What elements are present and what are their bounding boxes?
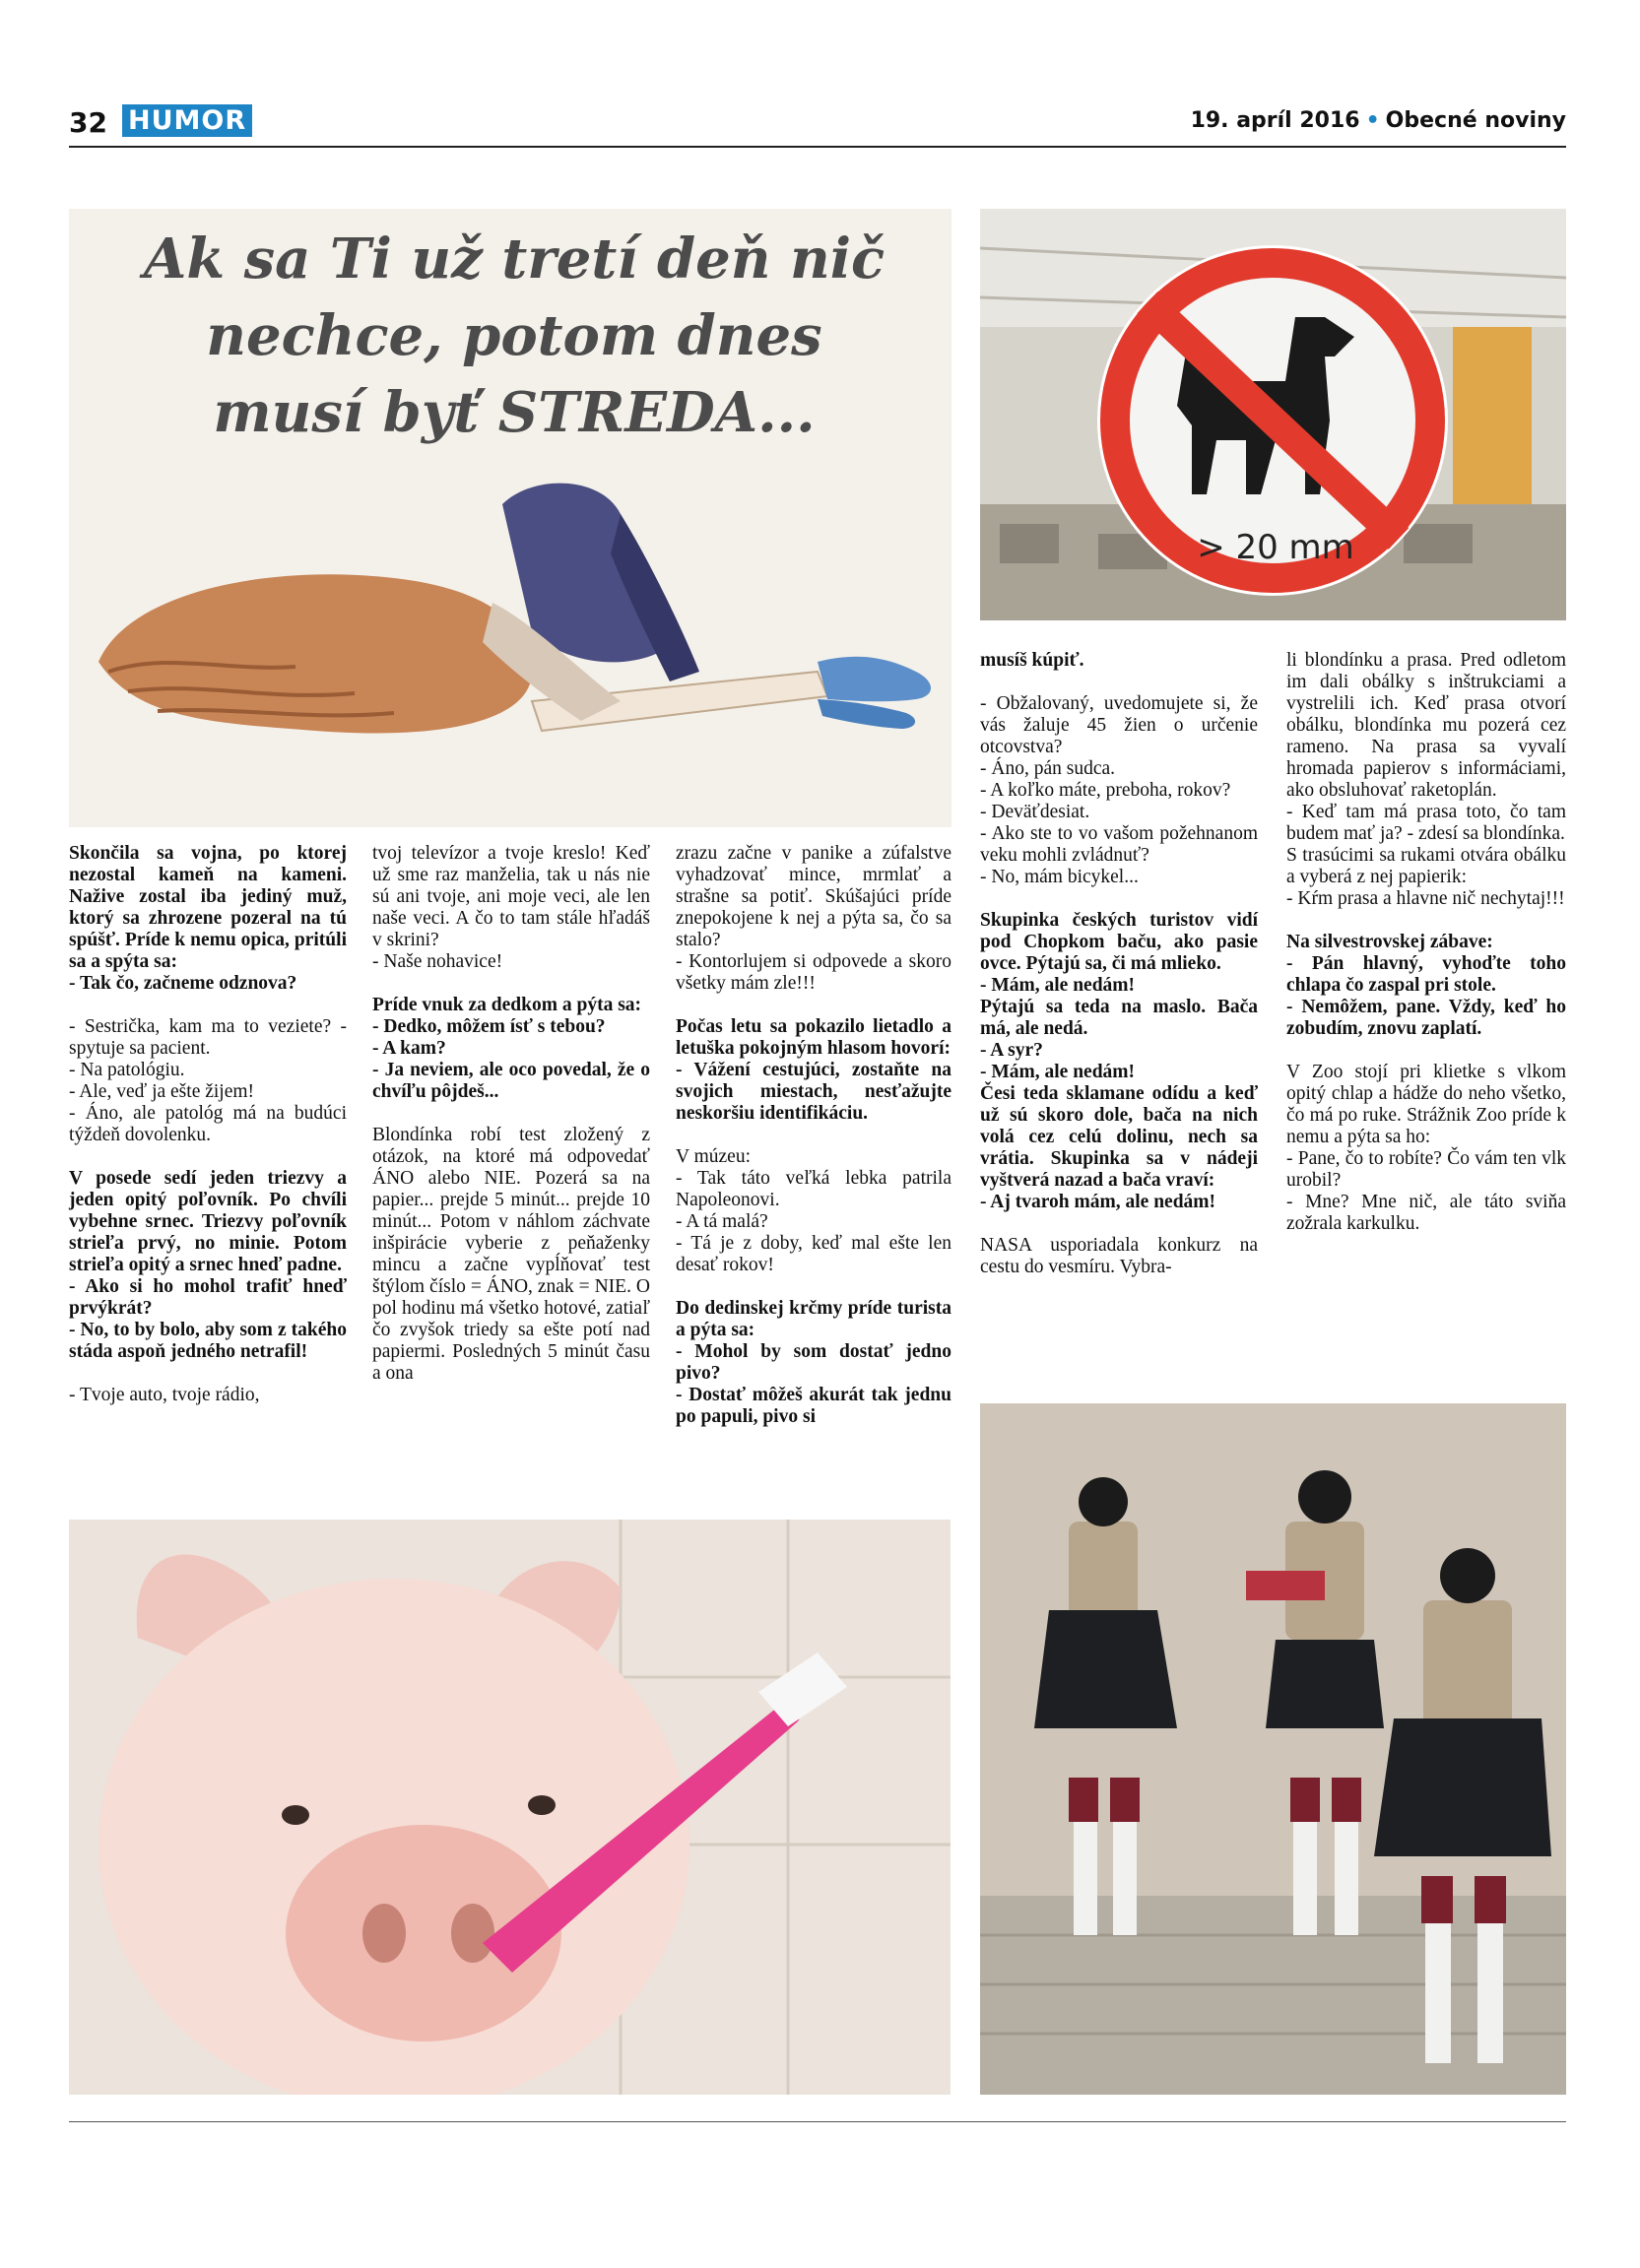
- cartoon-caption-line: Ak sa Ti už tretí deň nič: [143, 227, 886, 292]
- joke-paragraph: Skupinka českých turistov vidí pod Chopkom baču, ako pasie ovce. Pýtajú sa, či má mlieko. - Mám, ale nedám! Pýtajú sa teda na maslo. Bača má, ale nedá. - A syr? - Mám, ale nedám! Česi teda sklamane odídu a keď už sú skoro dole, bača na nich volá cez celú dolinu, nech sa vrátia. Skupinka sa v nádeji vyštverá nazad a bača vraví: - Aj tvaroh mám, ale nedám!: [980, 910, 1258, 1212]
- no-dogs-sign-illustration: [980, 209, 1566, 620]
- joke-paragraph: Na silvestrovskej zábave: - Pán hlavný, vyhoďte toho chlapa čo zaspal pri stole. - Nemôžem, pane. Vždy, keď ho zobudím, znovu zaplatí.: [1286, 932, 1566, 1039]
- guards-illustration: [980, 1403, 1566, 2095]
- joke-paragraph: V posede sedí jeden triezvy a jeden opitý poľovník. Po chvíli vybehne srnec. Triezvy poľovník strieľa prvý, no minie. Potom strieľa opitý a srnec hneď padne. - Ako si ho mohol trafiť hneď prvýkrát? - No, to by bolo, aby som z takého stáda aspoň jedného netrafil!: [69, 1168, 347, 1362]
- sign-label: > 20 mm: [1197, 528, 1354, 567]
- text-column-2: [372, 843, 650, 1385]
- joke-paragraph: musíš kúpiť.: [980, 650, 1084, 671]
- cartoon-caption-line: nechce, potom dnes: [206, 303, 822, 368]
- joke-paragraph: - Tvoje auto, tvoje rádio,: [69, 1385, 260, 1405]
- page-number: 32: [69, 106, 107, 139]
- joke-paragraph: - Sestrička, kam ma to veziete? - spytuje sa pacient. - Na patológiu. - Ale, veď ja ešte žijem! - Áno, ale patológ má na budúci týždeň dovolenku.: [69, 1016, 347, 1145]
- text-column-4: [980, 650, 1258, 1278]
- section-label: HUMOR: [122, 104, 252, 137]
- issue-date: 19. apríl 2016: [1190, 108, 1360, 133]
- footer-rule: [69, 2121, 1566, 2122]
- header-rule: [69, 146, 1566, 148]
- joke-paragraph: Počas letu sa pokazilo lietadlo a letuška pokojným hlasom hovorí: - Vážení cestujúci, zostaňte na svojich miestach, nesťažujte neskoršiu identifikáciu.: [676, 1016, 951, 1124]
- joke-paragraph: V Zoo stojí pri klietke s vlkom opitý chlap a hádže do neho všetko, čo má po ruke. Strážnik Zoo príde k nemu a pýta sa ho: - Pane, čo to robíte? Čo vám ten vlk urobil? - Mne? Mne nič, ale táto sviňa zožrala karkulku.: [1286, 1062, 1566, 1234]
- cartoon-caption-line: musí byť STREDA...: [213, 380, 816, 445]
- header-separator: •: [1365, 108, 1380, 133]
- cartoon-wednesday: [69, 209, 951, 827]
- scottish-guards-photo: [980, 1403, 1566, 2095]
- joke-paragraph: Do dedinskej krčmy príde turista a pýta sa: - Mohol by som dostať jedno pivo? - Dostať môžeš akurát tak jednu po papuli, pivo si: [676, 1298, 951, 1427]
- joke-paragraph: - Obžalovaný, uvedomujete si, že vás žaluje 45 žien o určenie otcovstva? - Áno, pán sudca. - A koľko máte, preboha, rokov? - Deväťdesiat. - Ako ste to vo vašom požehnanom veku mohli zvládnuť? - No, mám bicykel...: [980, 693, 1258, 887]
- page-header: [69, 102, 1566, 144]
- text-column-5: [1286, 650, 1566, 1235]
- joke-paragraph: Príde vnuk za dedkom a pýta sa: - Dedko, môžem ísť s tebou? - A kam? - Ja neviem, ale oco povedal, že o chvíľu pôjdeš...: [372, 995, 650, 1102]
- text-column-3: [676, 843, 951, 1428]
- cartoon-illustration: [69, 209, 951, 827]
- publication-name: Obecné noviny: [1385, 108, 1566, 133]
- pig-illustration: [69, 1520, 951, 2095]
- joke-paragraph: V múzeu: - Tak táto veľká lebka patrila Napoleonovi. - A tá malá? - Tá je z doby, keď mal ešte len desať rokov!: [676, 1146, 951, 1275]
- text-column-1: [69, 843, 347, 1406]
- pig-toothbrush-photo: [69, 1520, 951, 2095]
- joke-paragraph: NASA usporiadala konkurz na cestu do vesmíru. Vybra-: [980, 1235, 1258, 1277]
- joke-paragraph: tvoj televízor a tvoje kreslo! Keď už sme raz manželia, tak u nás nie sú ani tvoje, ani moje veci, ale len naše veci. A čo to tam stále hľadáš v skrini? - Naše nohavice!: [372, 843, 650, 972]
- no-dogs-sign-photo: [980, 209, 1566, 620]
- joke-paragraph: Skončila sa vojna, po ktorej nezostal kameň na kameni. Nažive zostal iba jediný muž, ktorý sa zhrozene pozeral na tú spúšť. Príde k nemu opica, pritúli sa a spýta sa: - Tak čo, začneme odznova?: [69, 843, 347, 994]
- issue-info: [1191, 108, 1566, 133]
- joke-paragraph: Blondínka robí test zložený z otázok, na ktoré má odpovedať ÁNO alebo NIE. Pozerá sa na papier... prejde 5 minút... prejde 10 minút... Potom v náhlom záchvate inšpirácie vyberie z peňaženky mincu a začne vypĺňovať test štýlom číslo = ÁNO, znak = NIE. O pol hodinu má všetko hotové, zatiaľ čo zvyšok triedy sa ešte potí nad papiermi. Posledných 5 minút času a ona: [372, 1125, 650, 1384]
- joke-paragraph: zrazu začne v panike a zúfalstve vyhadzovať mince, mrmlať a strašne sa potiť. Skúšajúci príde znepokojene k nej a pýta sa, čo sa stalo? - Kontorlujem si odpovede a skoro všetky mám zle!!!: [676, 843, 951, 994]
- joke-paragraph: li blondínku a prasa. Pred odletom im dali obálky s inštrukciami a vystrelili ich. Keď prasa otvorí obálku, blondínka mu pozerá cez rameno. Na prasa sa vyvalí hromada papierov s informáciami, ako obsluhovať raketoplán. - Keď tam má prasa toto, čo tam budem mať ja? - zdesí sa blondínka. S trasúcimi sa rukami otvára obálku a vyberá z nej papierik: - Kŕm prasa a hlavne nič nechytaj!!!: [1286, 650, 1566, 909]
